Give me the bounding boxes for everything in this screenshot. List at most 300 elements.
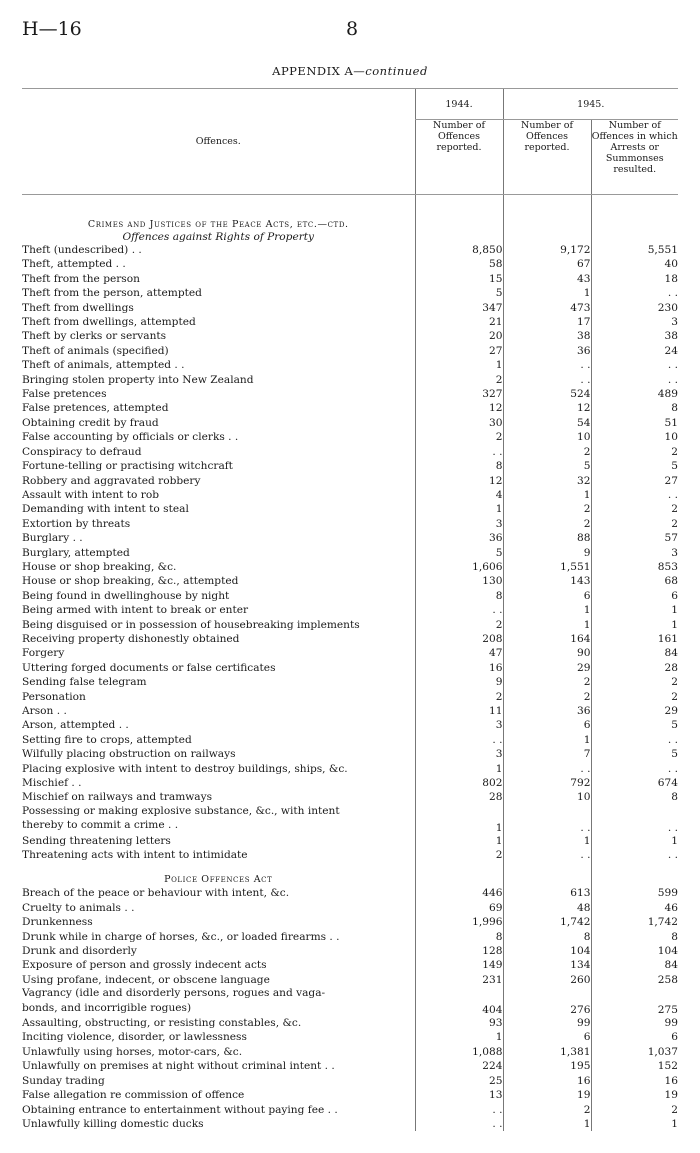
section-title: Police Offences Act [164,874,273,886]
table-row [22,546,678,560]
value-1945-reported: 7 [503,747,591,761]
offence-label: Wilfully placing obstruction on railways [22,748,236,761]
value-1945-reported: 9,172 [503,243,591,257]
value-1945-arrests: 99 [591,1016,678,1030]
value-1945-arrests: 1 [591,603,678,617]
offence-label: False accounting by officials or clerks . . [22,431,239,444]
value-1944-reported: 21 [415,315,503,329]
section-blank-cell [503,862,591,886]
value-1945-reported: 1 [503,834,591,848]
value-1944-reported: 25 [415,1074,503,1088]
value-1945-arrests: 674 [591,776,678,790]
value-1945-reported: 2 [503,1103,591,1117]
value-1944-reported: 13 [415,1088,503,1102]
offence-label: Arson, attempted . . [22,719,129,732]
value-1944-reported: 224 [415,1059,503,1073]
offence-label: Receiving property dishonestly obtained [22,632,240,645]
value-1945-arrests: 6 [591,589,678,603]
value-1945-arrests: 258 [591,973,678,987]
table-body [22,195,678,1132]
offence-label: Theft from dwellings, attempted [22,316,196,329]
appendix-title-main: APPENDIX A— [272,64,366,78]
section-title: Crimes and Justices of the Peace Acts, etc.—ctd. [87,219,349,230]
value-1945-reported: . . [503,819,591,833]
offence-label: Extortion by threats [22,517,131,530]
offence-label: Theft from the person [22,272,140,285]
table-row [22,286,678,300]
value-1945-arrests: 84 [591,958,678,972]
value-1944-reported: 2 [415,618,503,632]
value-1945-reported: 88 [503,531,591,545]
table-row [22,488,678,502]
value-1944-reported-empty [415,987,503,1001]
table-row [22,301,678,315]
value-1944-reported: . . [415,445,503,459]
value-1944-reported-empty [415,805,503,819]
value-1945-arrests: 68 [591,574,678,588]
value-1944-reported: 12 [415,401,503,415]
value-1945-reported: 36 [503,704,591,718]
table-row [22,560,678,574]
value-1945-reported: 5 [503,459,591,473]
spacer-cell [503,195,591,208]
value-1944-reported: 69 [415,901,503,915]
value-1945-reported: 164 [503,632,591,646]
value-1944-reported: 1 [415,819,503,833]
value-1945-reported: 99 [503,1016,591,1030]
value-1944-reported: 1 [415,1030,503,1044]
value-1945-arrests: 24 [591,344,678,358]
value-1945-reported: 16 [503,1074,591,1088]
section-blank-cell [503,231,591,243]
section-heading-row [22,862,678,886]
table-row [22,1103,678,1117]
offence-label: Sending false telegram [22,676,147,689]
table-row [22,675,678,689]
table-row [22,257,678,271]
table-row [22,358,678,372]
appendix-title-italic: continued [365,64,428,78]
offence-label: Using profane, indecent, or obscene language [22,973,270,986]
value-1944-reported: 47 [415,646,503,660]
col-1945-reported-header: Number of Offences reported. [503,120,591,195]
value-1945-reported: 32 [503,474,591,488]
value-1945-arrests: 152 [591,1059,678,1073]
offence-label-continued: thereby to commit a crime . . [22,819,179,832]
value-1944-reported: 3 [415,517,503,531]
offence-label: False pretences [22,388,107,401]
table-row [22,901,678,915]
table-row [22,776,678,790]
table-row [22,618,678,632]
value-1944-reported: 58 [415,257,503,271]
table-row [22,1074,678,1088]
value-1945-reported: 473 [503,301,591,315]
value-1945-reported: 143 [503,574,591,588]
value-1945-arrests: 18 [591,272,678,286]
table-row [22,819,678,833]
value-1945-arrests: 5 [591,747,678,761]
value-1945-arrests: 29 [591,704,678,718]
year-1945-header: 1945. [503,89,678,120]
subsection-title: Offences against Rights of Property [122,231,315,243]
value-1945-reported: . . [503,762,591,776]
table-row [22,603,678,617]
table-row [22,517,678,531]
value-1945-reported: 2 [503,517,591,531]
table-row [22,1045,678,1059]
value-1945-reported: 524 [503,387,591,401]
offence-label: Drunk and disorderly [22,945,137,958]
table-row [22,973,678,987]
value-1944-reported: 404 [415,1002,503,1016]
value-1945-reported: 36 [503,344,591,358]
offence-label: Unlawfully on premises at night without criminal intent . . [22,1060,335,1073]
value-1945-arrests: . . [591,819,678,833]
value-1944-reported: 1,088 [415,1045,503,1059]
table-row [22,718,678,732]
section-blank-cell [591,231,678,243]
offence-label: Personation [22,690,86,703]
value-1945-reported: 1,742 [503,915,591,929]
table-row [22,762,678,776]
col-1945-arrests-header: Number of Offences in which Arrests or Summonses resulted. [591,120,678,195]
table-row [22,1002,678,1016]
table-row [22,661,678,675]
offence-label: Demanding with intent to steal [22,503,189,516]
value-1945-arrests: 8 [591,930,678,944]
spacer-cell [591,195,678,208]
table-header [22,89,678,195]
value-1944-reported: 1 [415,834,503,848]
section-blank-cell [415,862,503,886]
offence-label: Drunk while in charge of horses, &c., or loaded firearms . . [22,930,340,943]
offence-label: Obtaining entrance to entertainment without paying fee . . [22,1103,338,1116]
value-1945-arrests: 5 [591,718,678,732]
offence-label: Drunkenness [22,916,93,929]
value-1945-reported: 2 [503,502,591,516]
table-row [22,243,678,257]
table-row [22,790,678,804]
offence-label: False allegation re commission of offence [22,1089,245,1102]
value-1945-arrests: 5 [591,459,678,473]
value-1945-reported: 1,551 [503,560,591,574]
table-row [22,632,678,646]
value-1945-reported: 2 [503,675,591,689]
offence-label: Theft from dwellings [22,301,134,314]
value-1945-arrests: . . [591,848,678,862]
value-1945-reported: 48 [503,901,591,915]
offence-label: Being found in dwellinghouse by night [22,589,230,602]
value-1945-reported: 2 [503,690,591,704]
value-1945-arrests: 10 [591,430,678,444]
value-1945-arrests: 104 [591,944,678,958]
value-1945-reported: 6 [503,589,591,603]
offence-label: Unlawfully killing domestic ducks [22,1117,204,1130]
table-row [22,1117,678,1131]
table-row [22,690,678,704]
value-1945-arrests: . . [591,733,678,747]
appendix-title [0,64,700,78]
table-row [22,387,678,401]
value-1944-reported: 28 [415,790,503,804]
document-code: H—16 [22,18,82,40]
value-1945-arrests: 46 [591,901,678,915]
value-1945-reported: 9 [503,546,591,560]
value-1945-arrests: 27 [591,474,678,488]
value-1945-reported: 195 [503,1059,591,1073]
table-row [22,329,678,343]
value-1945-arrests: . . [591,358,678,372]
value-1945-arrests: 161 [591,632,678,646]
value-1945-arrests: 16 [591,1074,678,1088]
table-row [22,531,678,545]
table-row [22,646,678,660]
value-1945-arrests: 275 [591,1002,678,1016]
value-1945-arrests: 8 [591,790,678,804]
value-1944-reported: 802 [415,776,503,790]
value-1945-arrests: 2 [591,502,678,516]
value-1944-reported: 9 [415,675,503,689]
offence-label: Assault with intent to rob [22,488,159,501]
offence-label: Theft, attempted . . [22,258,126,271]
value-1945-arrests: 2 [591,517,678,531]
table-row [22,445,678,459]
value-1945-reported: 6 [503,1030,591,1044]
offence-label: Theft of animals, attempted . . [22,359,185,372]
value-1944-reported: 128 [415,944,503,958]
table-row [22,958,678,972]
value-1945-reported: 2 [503,445,591,459]
value-1944-reported: 11 [415,704,503,718]
offence-label: Burglary, attempted [22,546,130,559]
value-1945-arrests: 1,742 [591,915,678,929]
value-1945-arrests: . . [591,373,678,387]
section-blank-cell [591,862,678,886]
table-row [22,502,678,516]
value-1945-reported: 260 [503,973,591,987]
page-number: 8 [346,18,359,40]
value-1944-reported: 93 [415,1016,503,1030]
value-1944-reported: 1,996 [415,915,503,929]
value-1945-arrests-empty [591,805,678,819]
value-1944-reported: 2 [415,690,503,704]
value-1945-reported: 792 [503,776,591,790]
offence-label: Being armed with intent to break or enter [22,604,249,617]
value-1944-reported: 30 [415,416,503,430]
value-1944-reported: 231 [415,973,503,987]
value-1945-arrests: 40 [591,257,678,271]
value-1945-reported: . . [503,373,591,387]
offence-label: Cruelty to animals . . [22,901,135,914]
value-1944-reported: 3 [415,718,503,732]
value-1944-reported: 8 [415,459,503,473]
table-row [22,1059,678,1073]
col-1944-reported-header: Number of Offences reported. [415,120,503,195]
offence-label: Theft of animals (specified) [22,344,169,357]
value-1945-reported: 8 [503,930,591,944]
offence-label: Exposure of person and grossly indecent acts [22,959,267,972]
offence-label: Assaulting, obstructing, or resisting constables, &c. [22,1017,302,1030]
table-row [22,373,678,387]
value-1945-arrests: 1,037 [591,1045,678,1059]
value-1945-reported: 1 [503,603,591,617]
value-1945-arrests: 2 [591,1103,678,1117]
value-1944-reported: 208 [415,632,503,646]
subsection-heading-row [22,231,678,243]
section-blank-cell [503,207,591,231]
value-1944-reported: 27 [415,344,503,358]
table-row [22,574,678,588]
value-1944-reported: . . [415,603,503,617]
offence-label: Possessing or making explosive substance, &c., with intent [22,804,340,817]
table-row [22,315,678,329]
value-1945-arrests: 28 [591,661,678,675]
table-row [22,987,678,1001]
table-row [22,704,678,718]
value-1945-arrests: 599 [591,886,678,900]
value-1945-reported: . . [503,358,591,372]
value-1945-reported-empty [503,805,591,819]
table-row [22,886,678,900]
value-1944-reported: 20 [415,329,503,343]
offence-label: Threatening acts with intent to intimidate [22,849,248,862]
offence-label: False pretences, attempted [22,402,169,415]
section-blank-cell [591,207,678,231]
offence-label: Sending threatening letters [22,834,171,847]
table-row [22,416,678,430]
value-1944-reported: 8 [415,930,503,944]
section-blank-cell [415,207,503,231]
value-1945-arrests: 51 [591,416,678,430]
value-1945-reported: 43 [503,272,591,286]
value-1945-arrests: 2 [591,675,678,689]
offences-table [22,88,678,1131]
value-1945-reported: 12 [503,401,591,415]
offence-label: Robbery and aggravated robbery [22,474,201,487]
value-1945-arrests: 8 [591,401,678,415]
value-1944-reported: . . [415,1117,503,1131]
table-row [22,1016,678,1030]
offence-label: Burglary . . [22,532,83,545]
value-1944-reported: 12 [415,474,503,488]
offence-label: Vagrancy (idle and disorderly persons, rogues and vaga- [22,987,326,1000]
value-1945-arrests: 5,551 [591,243,678,257]
table-row [22,1030,678,1044]
table-row [22,915,678,929]
offence-label: House or shop breaking, &c., attempted [22,575,239,588]
value-1945-arrests: 230 [591,301,678,315]
value-1945-reported: 10 [503,430,591,444]
value-1944-reported: 1 [415,502,503,516]
value-1945-reported: 134 [503,958,591,972]
table-row [22,401,678,415]
value-1945-arrests-empty [591,987,678,1001]
offence-label: Being disguised or in possession of housebreaking implements [22,618,360,631]
offence-label: Fortune-telling or practising witchcraft [22,460,233,473]
value-1945-reported: 90 [503,646,591,660]
value-1945-reported: 1 [503,1117,591,1131]
offence-label: Obtaining credit by fraud [22,416,159,429]
value-1945-arrests: 489 [591,387,678,401]
value-1945-reported: . . [503,848,591,862]
table-row [22,930,678,944]
spacer-cell [22,195,415,208]
offence-label: Sunday trading [22,1074,105,1087]
page-header [0,18,700,42]
offence-label: Theft by clerks or servants [22,330,167,343]
value-1945-reported: 17 [503,315,591,329]
table-row [22,1088,678,1102]
section-heading-row [22,207,678,231]
value-1945-reported: 1,381 [503,1045,591,1059]
value-1944-reported: 2 [415,848,503,862]
offence-label: Uttering forged documents or false certificates [22,661,276,674]
value-1945-reported: 613 [503,886,591,900]
table-row [22,474,678,488]
value-1944-reported: 149 [415,958,503,972]
table-row [22,848,678,862]
offence-label-continued: bonds, and incorrigible rogues) [22,1001,192,1014]
value-1945-reported: 104 [503,944,591,958]
value-1944-reported: 4 [415,488,503,502]
value-1945-arrests: . . [591,286,678,300]
value-1945-arrests: . . [591,762,678,776]
value-1944-reported: 327 [415,387,503,401]
value-1945-reported: 10 [503,790,591,804]
value-1945-arrests: 3 [591,315,678,329]
value-1945-reported: 29 [503,661,591,675]
table-row [22,805,678,819]
value-1945-arrests: . . [591,488,678,502]
value-1944-reported: 1 [415,762,503,776]
offence-label: Theft (undescribed) . . [22,244,142,256]
value-1945-arrests: 19 [591,1088,678,1102]
value-1944-reported: 3 [415,747,503,761]
offence-label: Mischief . . [22,777,82,790]
table-row [22,272,678,286]
value-1945-arrests: 1 [591,1117,678,1131]
value-1945-reported: 38 [503,329,591,343]
table-row [22,944,678,958]
value-1945-arrests: 2 [591,445,678,459]
offence-label: Setting fire to crops, attempted [22,733,192,746]
value-1945-reported-empty [503,987,591,1001]
value-1944-reported: 2 [415,430,503,444]
value-1945-reported: 67 [503,257,591,271]
offence-label: Bringing stolen property into New Zealand [22,373,254,386]
value-1944-reported: 446 [415,886,503,900]
value-1945-arrests: 1 [591,834,678,848]
value-1944-reported: . . [415,733,503,747]
value-1944-reported: 130 [415,574,503,588]
value-1945-arrests: 1 [591,618,678,632]
table-row [22,344,678,358]
value-1944-reported: 1,606 [415,560,503,574]
offence-label: House or shop breaking, &c. [22,560,177,573]
value-1945-reported: 276 [503,1002,591,1016]
table-row [22,733,678,747]
offence-label: Arson . . [22,705,67,717]
table-row [22,834,678,848]
spacer-cell [415,195,503,208]
value-1944-reported: 16 [415,661,503,675]
table-row [22,747,678,761]
table-row [22,459,678,473]
value-1945-arrests: 38 [591,329,678,343]
value-1945-arrests: 6 [591,1030,678,1044]
spacer-row [22,195,678,208]
